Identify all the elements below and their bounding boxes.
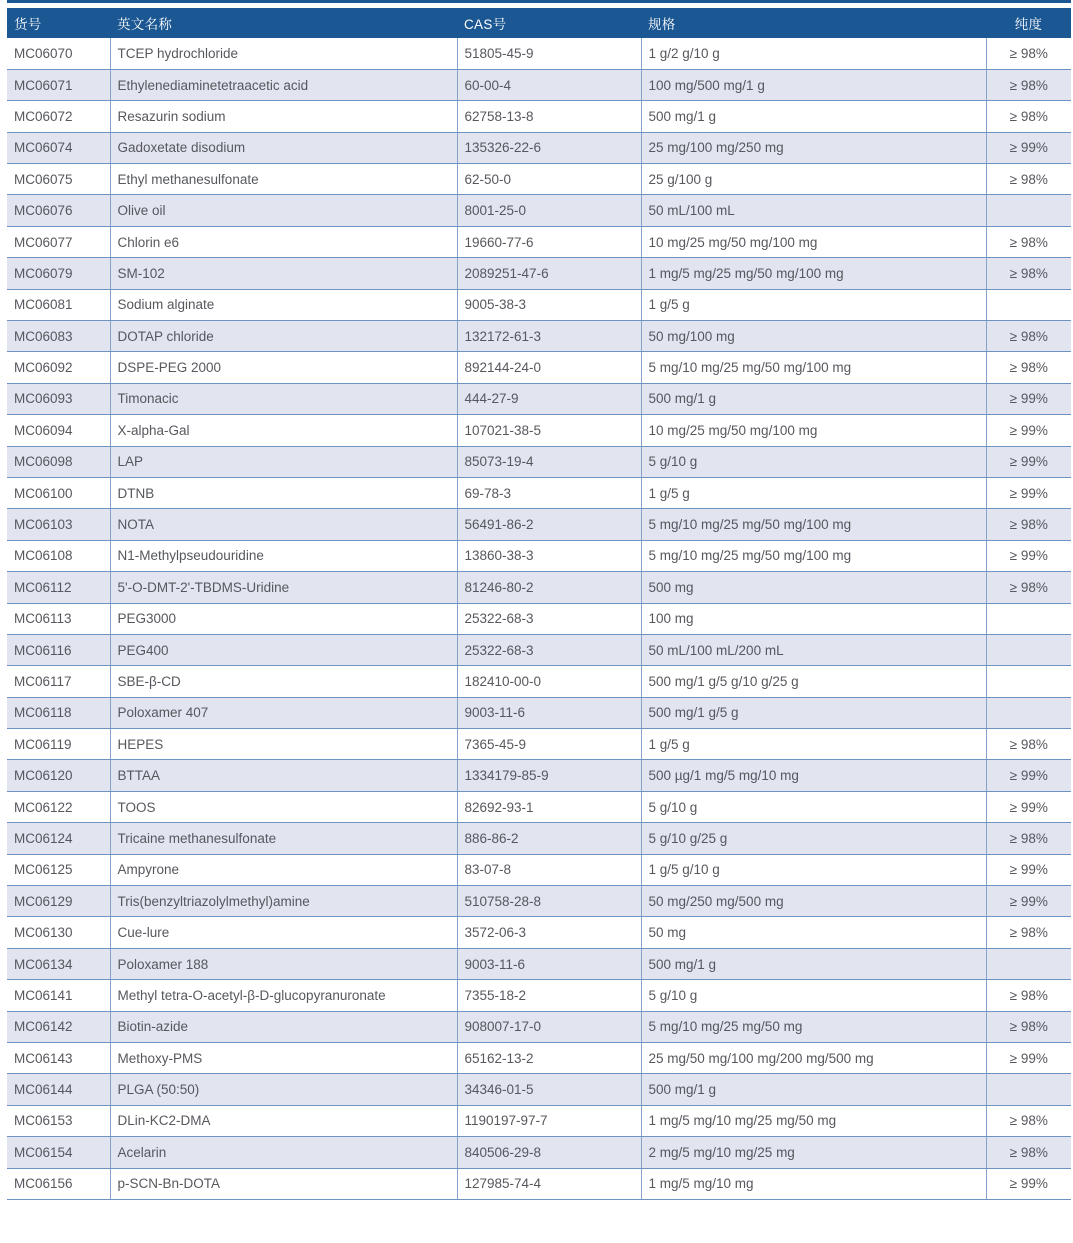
cas-number-cell: 9003-11-6 (457, 697, 641, 728)
product-code-cell: MC06094 (7, 415, 110, 446)
table-row (7, 1105, 1071, 1136)
english-name-cell: Chlorin e6 (110, 226, 457, 257)
product-code-cell: MC06070 (7, 38, 110, 69)
column-header-cas-number: CAS号 (457, 8, 641, 38)
purity-cell: ≥ 99% (986, 540, 1071, 571)
specification-cell: 10 mg/25 mg/50 mg/100 mg (641, 226, 986, 257)
english-name-cell: 5'-O-DMT-2'-TBDMS-Uridine (110, 572, 457, 603)
english-name-cell: Ethyl methanesulfonate (110, 164, 457, 195)
table-row (7, 415, 1071, 446)
purity-cell (986, 289, 1071, 320)
cas-number-cell: 182410-00-0 (457, 666, 641, 697)
table-row (7, 729, 1071, 760)
specification-cell: 500 µg/1 mg/5 mg/10 mg (641, 760, 986, 791)
english-name-cell: TOOS (110, 791, 457, 822)
specification-cell: 1 mg/5 mg/10 mg/25 mg/50 mg (641, 1105, 986, 1136)
cas-number-cell: 85073-19-4 (457, 446, 641, 477)
english-name-cell: BTTAA (110, 760, 457, 791)
table-row (7, 69, 1071, 100)
specification-cell: 5 g/10 g/25 g (641, 823, 986, 854)
product-code-cell: MC06092 (7, 352, 110, 383)
product-code-cell: MC06072 (7, 101, 110, 132)
specification-cell: 5 mg/10 mg/25 mg/50 mg (641, 1011, 986, 1042)
specification-cell: 500 mg/1 g/5 g/10 g/25 g (641, 666, 986, 697)
cas-number-cell: 127985-74-4 (457, 1168, 641, 1199)
purity-cell: ≥ 98% (986, 352, 1071, 383)
cas-number-cell: 444-27-9 (457, 383, 641, 414)
english-name-cell: Olive oil (110, 195, 457, 226)
table-row (7, 760, 1071, 791)
table-row (7, 509, 1071, 540)
purity-cell: ≥ 98% (986, 1105, 1071, 1136)
purity-cell (986, 195, 1071, 226)
table-row (7, 886, 1071, 917)
product-code-cell: MC06117 (7, 666, 110, 697)
english-name-cell: Sodium alginate (110, 289, 457, 320)
english-name-cell: LAP (110, 446, 457, 477)
cas-number-cell: 135326-22-6 (457, 132, 641, 163)
table-row (7, 1137, 1071, 1168)
table-row (7, 540, 1071, 571)
cas-number-cell: 840506-29-8 (457, 1137, 641, 1168)
english-name-cell: HEPES (110, 729, 457, 760)
english-name-cell: SBE-β-CD (110, 666, 457, 697)
purity-cell: ≥ 99% (986, 415, 1071, 446)
purity-cell (986, 948, 1071, 979)
table-row (7, 917, 1071, 948)
specification-cell: 5 mg/10 mg/25 mg/50 mg/100 mg (641, 509, 986, 540)
product-code-cell: MC06076 (7, 195, 110, 226)
purity-cell: ≥ 99% (986, 886, 1071, 917)
english-name-cell: Tricaine methanesulfonate (110, 823, 457, 854)
cas-number-cell: 83-07-8 (457, 854, 641, 885)
product-code-cell: MC06142 (7, 1011, 110, 1042)
specification-cell: 5 g/10 g (641, 446, 986, 477)
english-name-cell: DTNB (110, 477, 457, 508)
product-code-cell: MC06144 (7, 1074, 110, 1105)
table-row (7, 634, 1071, 665)
english-name-cell: NOTA (110, 509, 457, 540)
product-code-cell: MC06116 (7, 634, 110, 665)
english-name-cell: DSPE-PEG 2000 (110, 352, 457, 383)
table-row (7, 1011, 1071, 1042)
english-name-cell: Timonacic (110, 383, 457, 414)
specification-cell: 500 mg/1 g (641, 101, 986, 132)
specification-cell: 1 g/5 g (641, 729, 986, 760)
product-code-cell: MC06120 (7, 760, 110, 791)
table-row (7, 1043, 1071, 1074)
cas-number-cell: 62758-13-8 (457, 101, 641, 132)
cas-number-cell: 892144-24-0 (457, 352, 641, 383)
cas-number-cell: 81246-80-2 (457, 572, 641, 603)
product-code-cell: MC06113 (7, 603, 110, 634)
table-row (7, 980, 1071, 1011)
table-row (7, 132, 1071, 163)
english-name-cell: N1-Methylpseudouridine (110, 540, 457, 571)
product-code-cell: MC06129 (7, 886, 110, 917)
purity-cell: ≥ 98% (986, 321, 1071, 352)
english-name-cell: Poloxamer 407 (110, 697, 457, 728)
product-code-cell: MC06081 (7, 289, 110, 320)
cas-number-cell: 60-00-4 (457, 69, 641, 100)
specification-cell: 500 mg (641, 572, 986, 603)
purity-cell (986, 666, 1071, 697)
english-name-cell: Resazurin sodium (110, 101, 457, 132)
specification-cell: 1 g/2 g/10 g (641, 38, 986, 69)
purity-cell: ≥ 99% (986, 383, 1071, 414)
product-code-cell: MC06153 (7, 1105, 110, 1136)
cas-number-cell: 7355-18-2 (457, 980, 641, 1011)
purity-cell: ≥ 98% (986, 729, 1071, 760)
english-name-cell: SM-102 (110, 258, 457, 289)
purity-cell: ≥ 98% (986, 258, 1071, 289)
cas-number-cell: 9005-38-3 (457, 289, 641, 320)
english-name-cell: X-alpha-Gal (110, 415, 457, 446)
product-code-cell: MC06125 (7, 854, 110, 885)
specification-cell: 25 mg/100 mg/250 mg (641, 132, 986, 163)
cas-number-cell: 34346-01-5 (457, 1074, 641, 1105)
product-code-cell: MC06156 (7, 1168, 110, 1199)
specification-cell: 1 g/5 g (641, 289, 986, 320)
table-row (7, 164, 1071, 195)
cas-number-cell: 62-50-0 (457, 164, 641, 195)
english-name-cell: DLin-KC2-DMA (110, 1105, 457, 1136)
purity-cell: ≥ 99% (986, 791, 1071, 822)
product-code-cell: MC06075 (7, 164, 110, 195)
specification-cell: 50 mL/100 mL (641, 195, 986, 226)
purity-cell (986, 603, 1071, 634)
cas-number-cell: 56491-86-2 (457, 509, 641, 540)
cas-number-cell: 69-78-3 (457, 477, 641, 508)
table-row (7, 226, 1071, 257)
product-code-cell: MC06134 (7, 948, 110, 979)
cas-number-cell: 8001-25-0 (457, 195, 641, 226)
product-code-cell: MC06141 (7, 980, 110, 1011)
cas-number-cell: 82692-93-1 (457, 791, 641, 822)
product-code-cell: MC06124 (7, 823, 110, 854)
purity-cell: ≥ 99% (986, 854, 1071, 885)
specification-cell: 5 g/10 g (641, 791, 986, 822)
specification-cell: 50 mg/250 mg/500 mg (641, 886, 986, 917)
specification-cell: 100 mg/500 mg/1 g (641, 69, 986, 100)
english-name-cell: Gadoxetate disodium (110, 132, 457, 163)
product-code-cell: MC06112 (7, 572, 110, 603)
product-code-cell: MC06130 (7, 917, 110, 948)
table-row (7, 603, 1071, 634)
cas-number-cell: 1190197-97-7 (457, 1105, 641, 1136)
english-name-cell: Poloxamer 188 (110, 948, 457, 979)
english-name-cell: Biotin-azide (110, 1011, 457, 1042)
english-name-cell: p-SCN-Bn-DOTA (110, 1168, 457, 1199)
table-body (7, 38, 1071, 1199)
cas-number-cell: 19660-77-6 (457, 226, 641, 257)
purity-cell: ≥ 98% (986, 1137, 1071, 1168)
cas-number-cell: 25322-68-3 (457, 634, 641, 665)
cas-number-cell: 107021-38-5 (457, 415, 641, 446)
cas-number-cell: 510758-28-8 (457, 886, 641, 917)
purity-cell: ≥ 98% (986, 101, 1071, 132)
table-row (7, 321, 1071, 352)
top-rule-divider (7, 0, 1071, 3)
purity-cell: ≥ 99% (986, 132, 1071, 163)
table-row (7, 383, 1071, 414)
specification-cell: 100 mg (641, 603, 986, 634)
purity-cell: ≥ 98% (986, 823, 1071, 854)
purity-cell: ≥ 99% (986, 477, 1071, 508)
specification-cell: 1 mg/5 mg/25 mg/50 mg/100 mg (641, 258, 986, 289)
purity-cell: ≥ 99% (986, 1043, 1071, 1074)
specification-cell: 1 mg/5 mg/10 mg (641, 1168, 986, 1199)
product-code-cell: MC06154 (7, 1137, 110, 1168)
specification-cell: 500 mg/1 g (641, 383, 986, 414)
table-row (7, 1074, 1071, 1105)
purity-cell: ≥ 99% (986, 760, 1071, 791)
column-header-specification: 规格 (641, 8, 986, 38)
table-row (7, 948, 1071, 979)
purity-cell (986, 1074, 1071, 1105)
table-row (7, 823, 1071, 854)
table-header (7, 8, 1071, 38)
english-name-cell: TCEP hydrochloride (110, 38, 457, 69)
product-code-cell: MC06103 (7, 509, 110, 540)
purity-cell: ≥ 98% (986, 164, 1071, 195)
specification-cell: 1 g/5 g/10 g (641, 854, 986, 885)
purity-cell: ≥ 98% (986, 226, 1071, 257)
purity-cell: ≥ 98% (986, 69, 1071, 100)
table-row (7, 697, 1071, 728)
table-row (7, 352, 1071, 383)
english-name-cell: Methoxy-PMS (110, 1043, 457, 1074)
product-code-cell: MC06098 (7, 446, 110, 477)
product-code-cell: MC06119 (7, 729, 110, 760)
purity-cell (986, 697, 1071, 728)
specification-cell: 5 g/10 g (641, 980, 986, 1011)
product-code-cell: MC06093 (7, 383, 110, 414)
table-row (7, 195, 1071, 226)
specification-cell: 500 mg/1 g (641, 1074, 986, 1105)
product-code-cell: MC06100 (7, 477, 110, 508)
cas-number-cell: 132172-61-3 (457, 321, 641, 352)
column-header-purity: 纯度 (986, 8, 1071, 38)
cas-number-cell: 65162-13-2 (457, 1043, 641, 1074)
product-code-cell: MC06108 (7, 540, 110, 571)
specification-cell: 500 mg/1 g (641, 948, 986, 979)
english-name-cell: Ampyrone (110, 854, 457, 885)
table-row (7, 258, 1071, 289)
table-row (7, 666, 1071, 697)
specification-cell: 10 mg/25 mg/50 mg/100 mg (641, 415, 986, 446)
english-name-cell: DOTAP chloride (110, 321, 457, 352)
cas-number-cell: 25322-68-3 (457, 603, 641, 634)
purity-cell: ≥ 98% (986, 38, 1071, 69)
cas-number-cell: 908007-17-0 (457, 1011, 641, 1042)
table-row (7, 101, 1071, 132)
specification-cell: 500 mg/1 g/5 g (641, 697, 986, 728)
cas-number-cell: 3572-06-3 (457, 917, 641, 948)
purity-cell: ≥ 99% (986, 446, 1071, 477)
purity-cell (986, 634, 1071, 665)
table-row (7, 289, 1071, 320)
table-row (7, 854, 1071, 885)
specification-cell: 2 mg/5 mg/10 mg/25 mg (641, 1137, 986, 1168)
column-header-product-code: 货号 (7, 8, 110, 38)
english-name-cell: PLGA (50:50) (110, 1074, 457, 1105)
english-name-cell: Cue-lure (110, 917, 457, 948)
cas-number-cell: 886-86-2 (457, 823, 641, 854)
header-row (7, 8, 1071, 38)
english-name-cell: Ethylenediaminetetraacetic acid (110, 69, 457, 100)
cas-number-cell: 9003-11-6 (457, 948, 641, 979)
purity-cell: ≥ 98% (986, 917, 1071, 948)
table-row (7, 572, 1071, 603)
specification-cell: 50 mg (641, 917, 986, 948)
table-row (7, 477, 1071, 508)
table-row (7, 446, 1071, 477)
cas-number-cell: 1334179-85-9 (457, 760, 641, 791)
english-name-cell: Tris(benzyltriazolylmethyl)amine (110, 886, 457, 917)
product-code-cell: MC06071 (7, 69, 110, 100)
product-code-cell: MC06118 (7, 697, 110, 728)
cas-number-cell: 51805-45-9 (457, 38, 641, 69)
purity-cell: ≥ 99% (986, 1168, 1071, 1199)
specification-cell: 50 mg/100 mg (641, 321, 986, 352)
specification-cell: 25 mg/50 mg/100 mg/200 mg/500 mg (641, 1043, 986, 1074)
product-code-cell: MC06083 (7, 321, 110, 352)
english-name-cell: PEG3000 (110, 603, 457, 634)
specification-cell: 1 g/5 g (641, 477, 986, 508)
product-code-cell: MC06074 (7, 132, 110, 163)
product-code-cell: MC06122 (7, 791, 110, 822)
purity-cell: ≥ 98% (986, 572, 1071, 603)
column-header-english-name: 英文名称 (110, 8, 457, 38)
specification-cell: 25 g/100 g (641, 164, 986, 195)
specification-cell: 5 mg/10 mg/25 mg/50 mg/100 mg (641, 352, 986, 383)
cas-number-cell: 2089251-47-6 (457, 258, 641, 289)
english-name-cell: Acelarin (110, 1137, 457, 1168)
table-row (7, 38, 1071, 69)
purity-cell: ≥ 98% (986, 509, 1071, 540)
table-row (7, 791, 1071, 822)
cas-number-cell: 7365-45-9 (457, 729, 641, 760)
purity-cell: ≥ 98% (986, 1011, 1071, 1042)
table-row (7, 1168, 1071, 1199)
english-name-cell: PEG400 (110, 634, 457, 665)
specification-cell: 5 mg/10 mg/25 mg/50 mg/100 mg (641, 540, 986, 571)
specification-cell: 50 mL/100 mL/200 mL (641, 634, 986, 665)
product-code-cell: MC06077 (7, 226, 110, 257)
product-code-cell: MC06143 (7, 1043, 110, 1074)
product-table (7, 8, 1071, 1200)
english-name-cell: Methyl tetra-O-acetyl-β-D-glucopyranuronate (110, 980, 457, 1011)
cas-number-cell: 13860-38-3 (457, 540, 641, 571)
purity-cell: ≥ 98% (986, 980, 1071, 1011)
product-code-cell: MC06079 (7, 258, 110, 289)
